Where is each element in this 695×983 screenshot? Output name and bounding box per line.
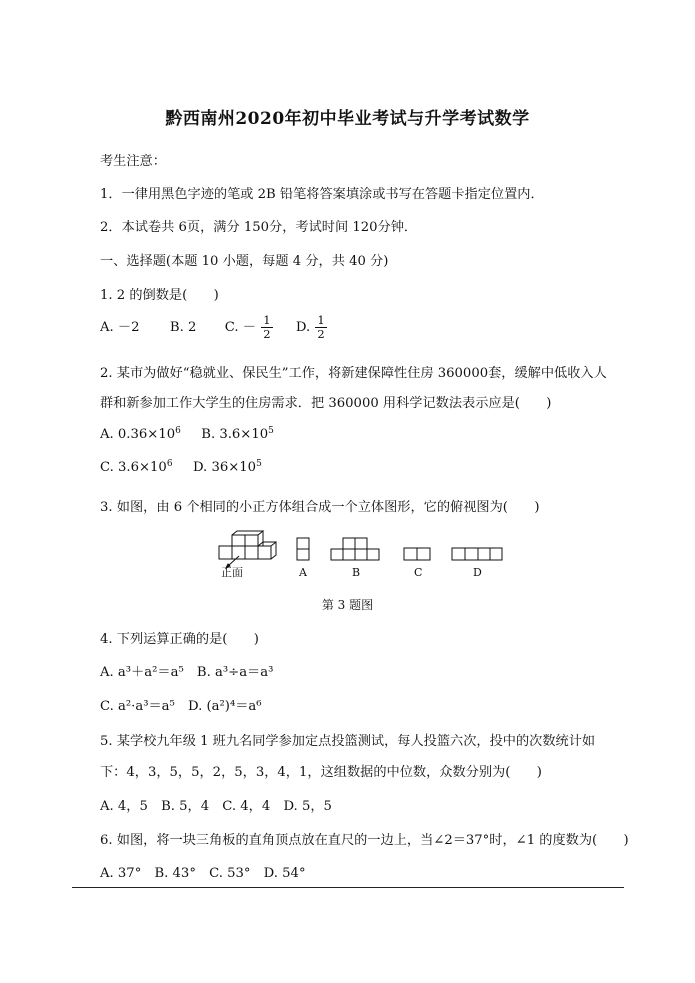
notice-item-2: 2．本试卷共 6页，满分 150分，考试时间 120分钟． (100, 220, 418, 235)
figure-label-b: B (352, 566, 361, 579)
q6-options: A. 37° B. 43° C. 53° D. 54° (100, 866, 306, 881)
q1-option-c-fraction (261, 314, 272, 341)
option-c-view (404, 548, 430, 560)
q1-option-d-fraction (315, 314, 326, 341)
option-d-view (452, 548, 502, 560)
q6-stem: 6. 如图，将一块三角板的直角顶点放在直尺的一边上，当∠2＝37°时，∠1 的度数为( ) (100, 833, 629, 848)
q1-option-d: D. (295, 320, 311, 335)
option-a-view (297, 538, 309, 560)
page-title: 黔西南州2020年初中毕业考试与升学考试数学 (165, 109, 530, 129)
cube-solid-drawing (219, 531, 276, 568)
q2-line-1: 2. 某市为做好“稳就业、保民生”工作，将新建保障性住房 360000套，缓解中低收入人 (100, 366, 607, 381)
fraction-numerator: 1 (263, 313, 271, 327)
option-b-view (331, 538, 379, 560)
q2-option-a: A. 0.36×10 (100, 427, 176, 442)
q2-option-d: D. 36×10 (192, 460, 257, 475)
exponent: 6 (166, 459, 173, 469)
figure-caption: 第 3 题图 (321, 598, 374, 612)
fraction-denominator: 2 (317, 327, 325, 341)
figure-label-d: D (473, 566, 482, 579)
figure-label-a: A (299, 566, 307, 579)
fraction-numerator: 1 (317, 313, 325, 327)
q1-option-a: A. －2 (100, 320, 140, 335)
notice-heading: 考生注意： (100, 154, 166, 169)
notice-item-1: 1．一律用黑色字迹的笔或 2B 铅笔将答案填涂或书写在答题卡指定位置内． (100, 187, 544, 202)
exponent: 5 (256, 459, 262, 469)
q3-stem: 3. 如图，由 6 个相同的小正方体组合成一个立体图形，它的俯视图为( ) (100, 500, 540, 515)
q4-options-cd: C. a²·a³＝a⁵ D. (a²)⁴＝a⁶ (100, 699, 262, 714)
fraction-denominator: 2 (263, 327, 271, 341)
figure-front-label: 正面 (221, 566, 243, 579)
q2-options-ab (100, 427, 274, 442)
q5-line-2: 下：4，3，5，5，2，5，3，4，1，这组数据的中位数，众数分别为( ) (100, 765, 542, 780)
q1-option-c: C. － (224, 320, 256, 335)
q1-stem: 1. 2 的倒数是( ) (100, 288, 219, 303)
footer-divider (72, 887, 624, 888)
q3-figure (215, 530, 515, 582)
q2-line-2: 群和新参加工作大学生的住房需求．把 360000 用科学记数法表示应是( ) (100, 396, 552, 411)
exponent: 5 (268, 426, 274, 436)
q2-option-c: C. 3.6×10 (100, 460, 167, 475)
q1-options (100, 314, 328, 341)
q2-options-cd (100, 460, 262, 475)
q4-options-ab: A. a³＋a²＝a⁵ B. a³÷a＝a³ (100, 665, 274, 680)
q1-option-b: B. 2 (169, 320, 197, 335)
exponent: 6 (175, 426, 181, 436)
section-heading: 一、选择题(本题 10 小题，每题 4 分，共 40 分) (100, 254, 389, 269)
q5-options: A. 4，5 B. 5，4 C. 4，4 D. 5，5 (100, 799, 332, 814)
figure-label-c: C (414, 566, 423, 579)
q2-option-b: B. 3.6×10 (201, 427, 269, 442)
q5-line-1: 5. 某学校九年级 1 班九名同学参加定点投篮测试，每人投篮六次，投中的次数统计如 (100, 734, 596, 749)
q4-stem: 4. 下列运算正确的是( ) (100, 632, 259, 647)
